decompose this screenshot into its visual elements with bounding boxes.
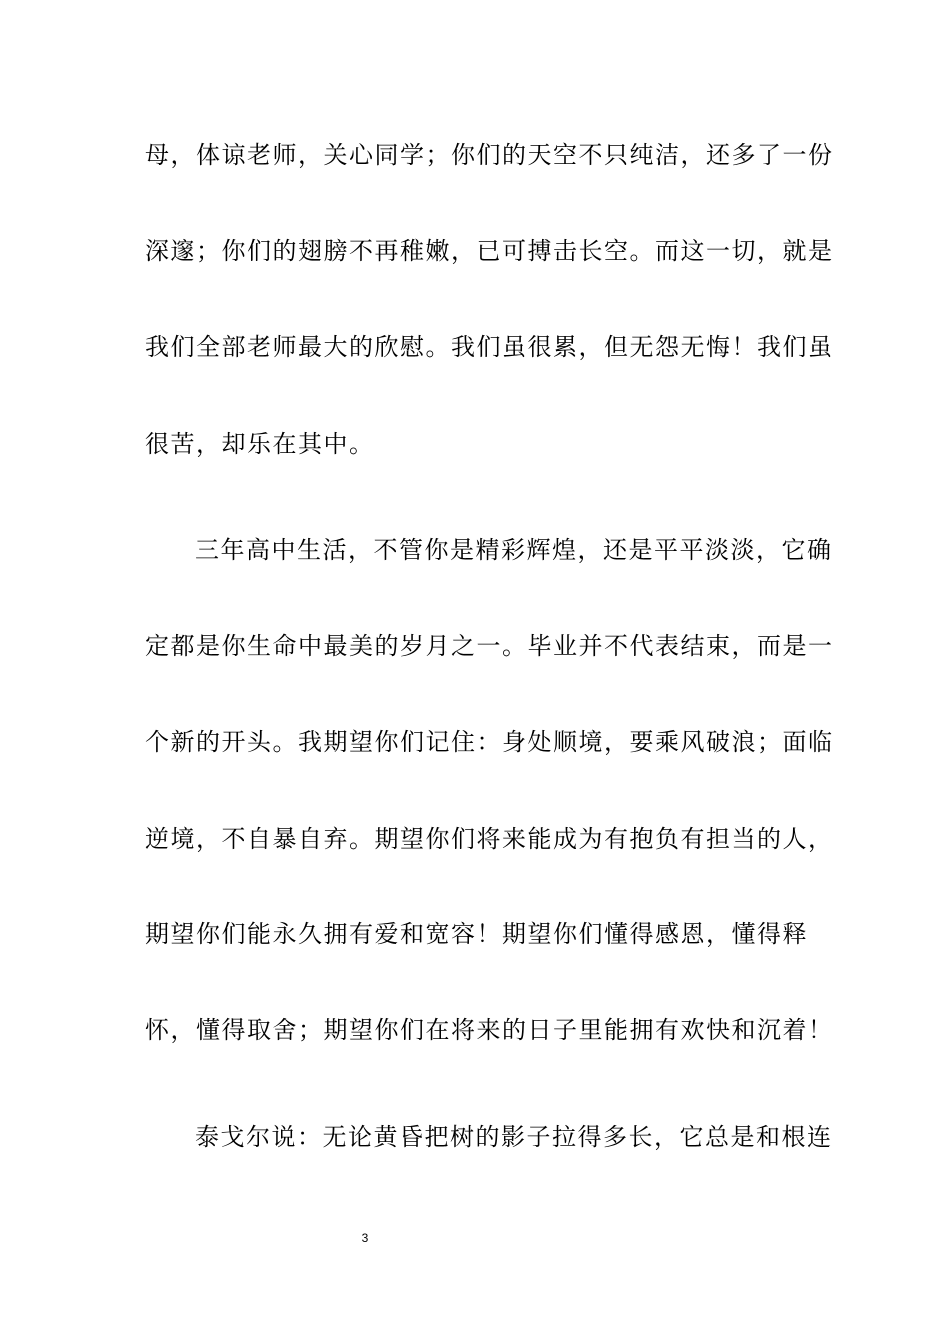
text-line-3: 我们全部老师最大的欣慰。我们虽很累，但无怨无悔！我们虽 — [145, 333, 834, 361]
paragraph-2-line-4: 逆境，不自暴自弃。期望你们将来能成为有抱负有担当的人， — [145, 825, 834, 853]
text-line-4: 很苦，却乐在其中。 — [145, 430, 375, 458]
paragraph-2-line-5: 期望你们能永久拥有爱和宽容！期望你们懂得感恩，懂得释 — [145, 920, 808, 948]
paragraph-3-line-1: 泰戈尔说：无论黄昏把树的影子拉得多长，它总是和根连 — [195, 1123, 833, 1151]
paragraph-2-line-2: 定都是你生命中最美的岁月之一。毕业并不代表结束，而是一 — [145, 632, 834, 660]
text-line-2: 深邃；你们的翅膀不再稚嫩，已可搏击长空。而这一切，就是 — [145, 237, 834, 265]
paragraph-2-line-6: 怀，懂得取舍；期望你们在将来的日子里能拥有欢快和沉着！ — [145, 1016, 834, 1044]
paragraph-2-line-3: 个新的开头。我期望你们记住：身处顺境，要乘风破浪；面临 — [145, 728, 834, 756]
page-number: 3 — [361, 1231, 369, 1245]
paragraph-2-line-1: 三年高中生活，不管你是精彩辉煌，还是平平淡淡，它确 — [195, 536, 833, 564]
text-line-1: 母，体谅老师，关心同学；你们的天空不只纯洁，还多了一份 — [145, 141, 834, 169]
